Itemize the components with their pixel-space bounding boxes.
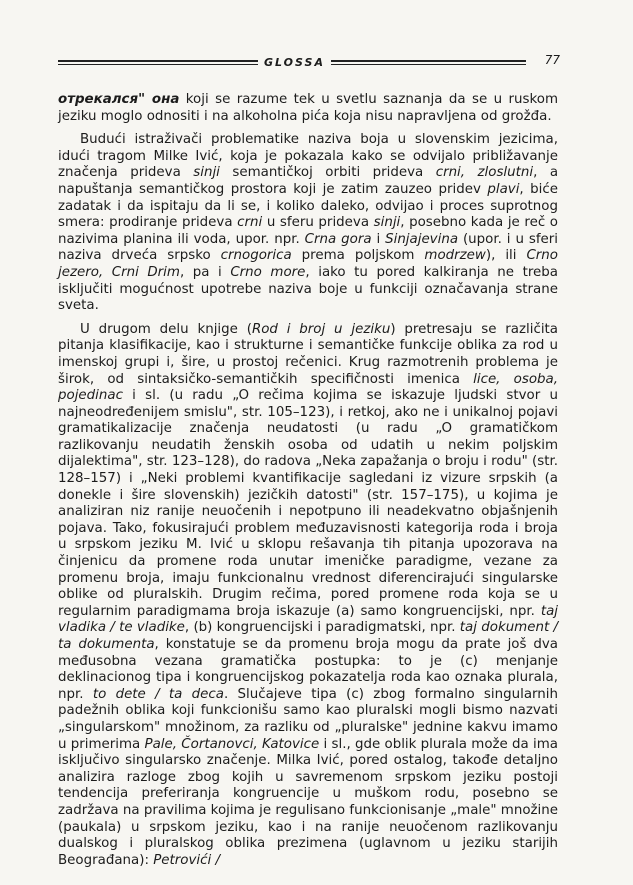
paragraph-2: Budući istraživači problematike naziva boja u slovenskim jezicima, idući tragom Milke Ivić, koja je pokazala kako se odvijalo približavanje značenja prideva sinji semantičkoj orbiti prideva crni, zloslutni, a napuštanja semantičkog prostora koji je zatim zauzeo pridev plavi, biće zadatak i da ispitaju da li se, i koliko daleko, odvijao i proces suprotnog smera: prodiranje prideva crni u sferu prideva sinji, posebno kada je reč o nazivima planina ili voda, upor. npr. Crna gora i Sinjajevina (upor. i u sferi naziva drveća srpsko crnogorica prema poljskom modrzew), ili Crno jezero, Crni Drim, pa i Crno more, iako tu pored kalkiranja ne treba isključiti mogućnost upotrebe naziva boje u funkciji označavanja strane sveta.: [58, 132, 559, 314]
paragraph-3: U drugom delu knjige (Rod i broj u jeziku) pretresaju se različita pitanja klasifikacije, kao i strukturne i semantičke funkcije oblika za rod u imenskoj grupi i, šire, u prostoj rečenici. Krug razmotrenih problema je širok, od sintaksičko-semantičkih specifičnosti imenica lice, osoba, pojedinac i sl. (u radu „O rečima kojima se iskazuje ljudski stvor u najneodređenijem smislu", str. 105–123), i retkoj, ako ne i unikalnoj pojavi gramatikalizacije značenja neudatosti (u radu „O gramatičkom razlikovanju neudatih ženskih osoba od udatih u nekim poljskim dijalektima", str. 123–128), do radova „Neka zapažanja o broju i rodu" (str. 128–157) i „Neki problemi kvantifikacije sagledani iz vizure srpskih (a donekle i šire slovenskih) jezičkih datosti" (str. 157–175), u kojima je analiziran niz ranije neuočenih i nepotpuno ili neadekvatno objašnjenih pojava. Tako, fokusirajući problem međuzavisnosti kategorija roda i broja u srpskom jeziku M. Ivić u sklopu rešavanja tih pitanja upozorava na činjenicu da promene roda unutar imeničke paradigme, vezane za promenu broja, imaju funkcionalnu vrednost diferencirajući singularske oblike od pluralskih. Drugim rečima, pored promene roda koja se u regularnim paradigmama broja iskazuje (a) samo kongruencijski, npr. taj vladika / te vladike, (b) kongruencijski i paradigmatski, npr. taj dokument / ta dokumenta, konstatuje se da promenu broja mogu da prate još dva međusobna vezana gramatička postupka: to je (c) menjanje deklinacionog tipa i kongruencijskog pokazatelja roda kao oznaka plurala, npr. to dete / ta deca. Slučajeve tipa (c) zbog formalno singularnih padežnih oblika koji funkcionišu samo kao pluralski mogli bismo nazvati „singularskom" množinom, za razliku od „pluralske" jednine kakvu imamo u primerima Pale, Čortanovci, Katovice i sl., gde oblik plurala može da ima isključivo singularsko značenje. Milka Ivić, pored ostalog, takođe detaljno analizira razloge zbog kojih u savremenom srpskom jeziku postoji tendencija preferiranja kongruencije u muškom rodu, posebno se zadržava na pravilima kojima je regulisano funkcionisanje „male" množine (paukala) u srpskom jeziku, kao i na ranije neuočenom razlikovanju dualskog i pluralskog oblika prezimena (uglavnom u jeziku starijih Beograđana): Petrovići /: [58, 321, 559, 868]
header-rule-left: [58, 60, 258, 65]
russian-quote: отрекался" она: [58, 92, 180, 107]
book-page: [58, 50, 558, 880]
body-text: [58, 92, 558, 869]
page-number: 77: [544, 53, 560, 67]
running-header: [58, 50, 558, 74]
journal-title: GLOSSA: [264, 55, 325, 69]
header-rule-right: [331, 60, 526, 65]
paragraph-1: отрекался" она koji se razume tek u svetlu saznanja da se u ruskom jeziku moglo odnositi i na alkoholna pića koja nisu napravljena od grožđa.: [58, 92, 558, 124]
